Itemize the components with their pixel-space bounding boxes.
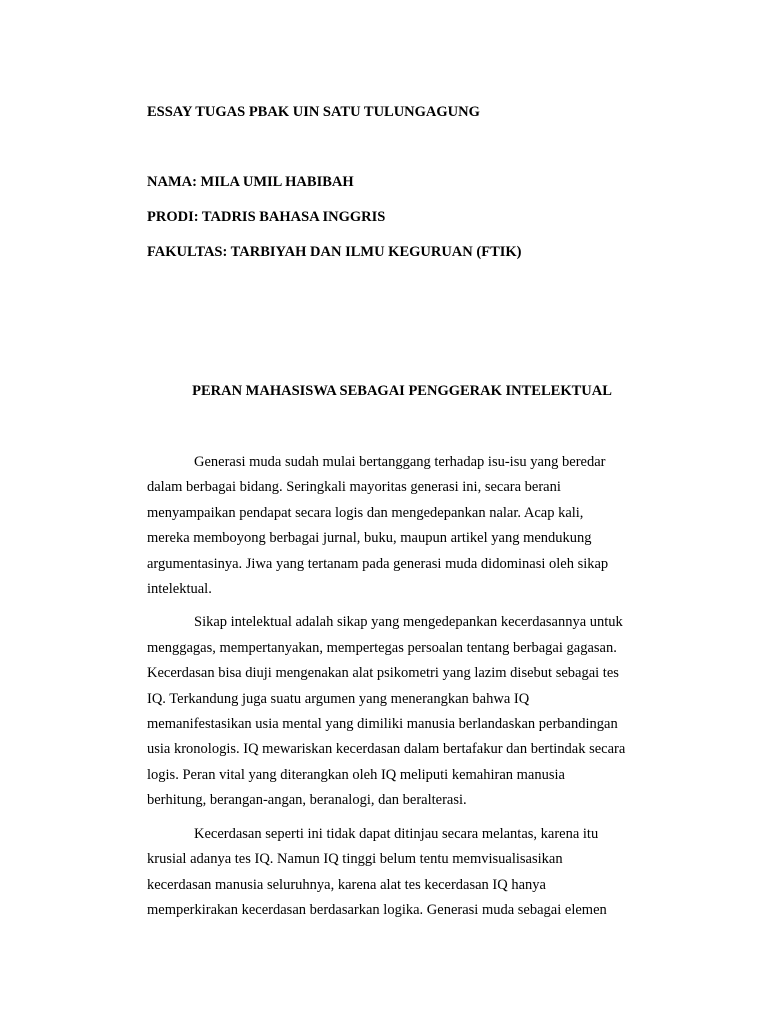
paragraph-line: memanifestasikan usia mental yang dimiliki manusia berlandaskan perbandingan <box>147 716 618 733</box>
paragraph-line: mereka memboyong berbagai jurnal, buku, maupun artikel yang mendukung <box>147 530 592 547</box>
paragraph-2 <box>147 610 667 813</box>
paragraph-1 <box>147 450 667 602</box>
paragraph-3 <box>147 822 667 924</box>
paragraph-line: dalam berbagai bidang. Seringkali mayoritas generasi ini, secara berani <box>147 479 561 496</box>
paragraph-line: memperkirakan kecerdasan berdasarkan logika. Generasi muda sebagai elemen <box>147 901 607 918</box>
study-program: PRODI: TADRIS BAHASA INGGRIS <box>147 209 386 225</box>
paragraph-line: Kecerdasan bisa diuji mengenakan alat psikometri yang lazim disebut sebagai tes <box>147 665 619 682</box>
paragraph-line: IQ. Terkandung juga suatu argumen yang menerangkan bahwa IQ <box>147 690 530 707</box>
paragraph-line: intelektual. <box>147 581 212 598</box>
essay-heading: PERAN MAHASISWA SEBAGAI PENGGERAK INTELEKTUAL <box>192 383 612 399</box>
paragraph-line: Generasi muda sudah mulai bertanggang terhadap isu-isu yang beredar <box>194 454 606 470</box>
paragraph-line: kecerdasan manusia seluruhnya, karena alat tes kecerdasan IQ hanya <box>147 876 546 893</box>
student-name: NAMA: MILA UMIL HABIBAH <box>147 174 354 190</box>
essay-title: ESSAY TUGAS PBAK UIN SATU TULUNGAGUNG <box>147 104 480 120</box>
paragraph-line: menyampaikan pendapat secara logis dan mengedepankan nalar. Acap kali, <box>147 504 584 521</box>
paragraph-line: berhitung, berangan-angan, beranalogi, dan beralterasi. <box>147 792 467 809</box>
faculty: FAKULTAS: TARBIYAH DAN ILMU KEGURUAN (FTIK) <box>147 244 522 260</box>
paragraph-line: menggagas, mempertanyakan, mempertegas persoalan tentang berbagai gagasan. <box>147 639 617 656</box>
paragraph-line: Sikap intelektual adalah sikap yang mengedepankan kecerdasannya untuk <box>194 614 623 631</box>
paragraph-line: logis. Peran vital yang diterangkan oleh IQ meliputi kemahiran manusia <box>147 766 565 783</box>
paragraph-line: Kecerdasan seperti ini tidak dapat ditinjau secara melantas, karena itu <box>194 825 599 842</box>
paragraph-line: usia kronologis. IQ mewariskan kecerdasan dalam bertafakur dan bertindak secara <box>147 741 626 758</box>
essay-body <box>147 450 667 931</box>
paragraph-line: krusial adanya tes IQ. Namun IQ tinggi belum tentu memvisualisasikan <box>147 851 563 868</box>
paragraph-line: argumentasinya. Jiwa yang tertanam pada generasi muda didominasi oleh sikap <box>147 555 609 572</box>
